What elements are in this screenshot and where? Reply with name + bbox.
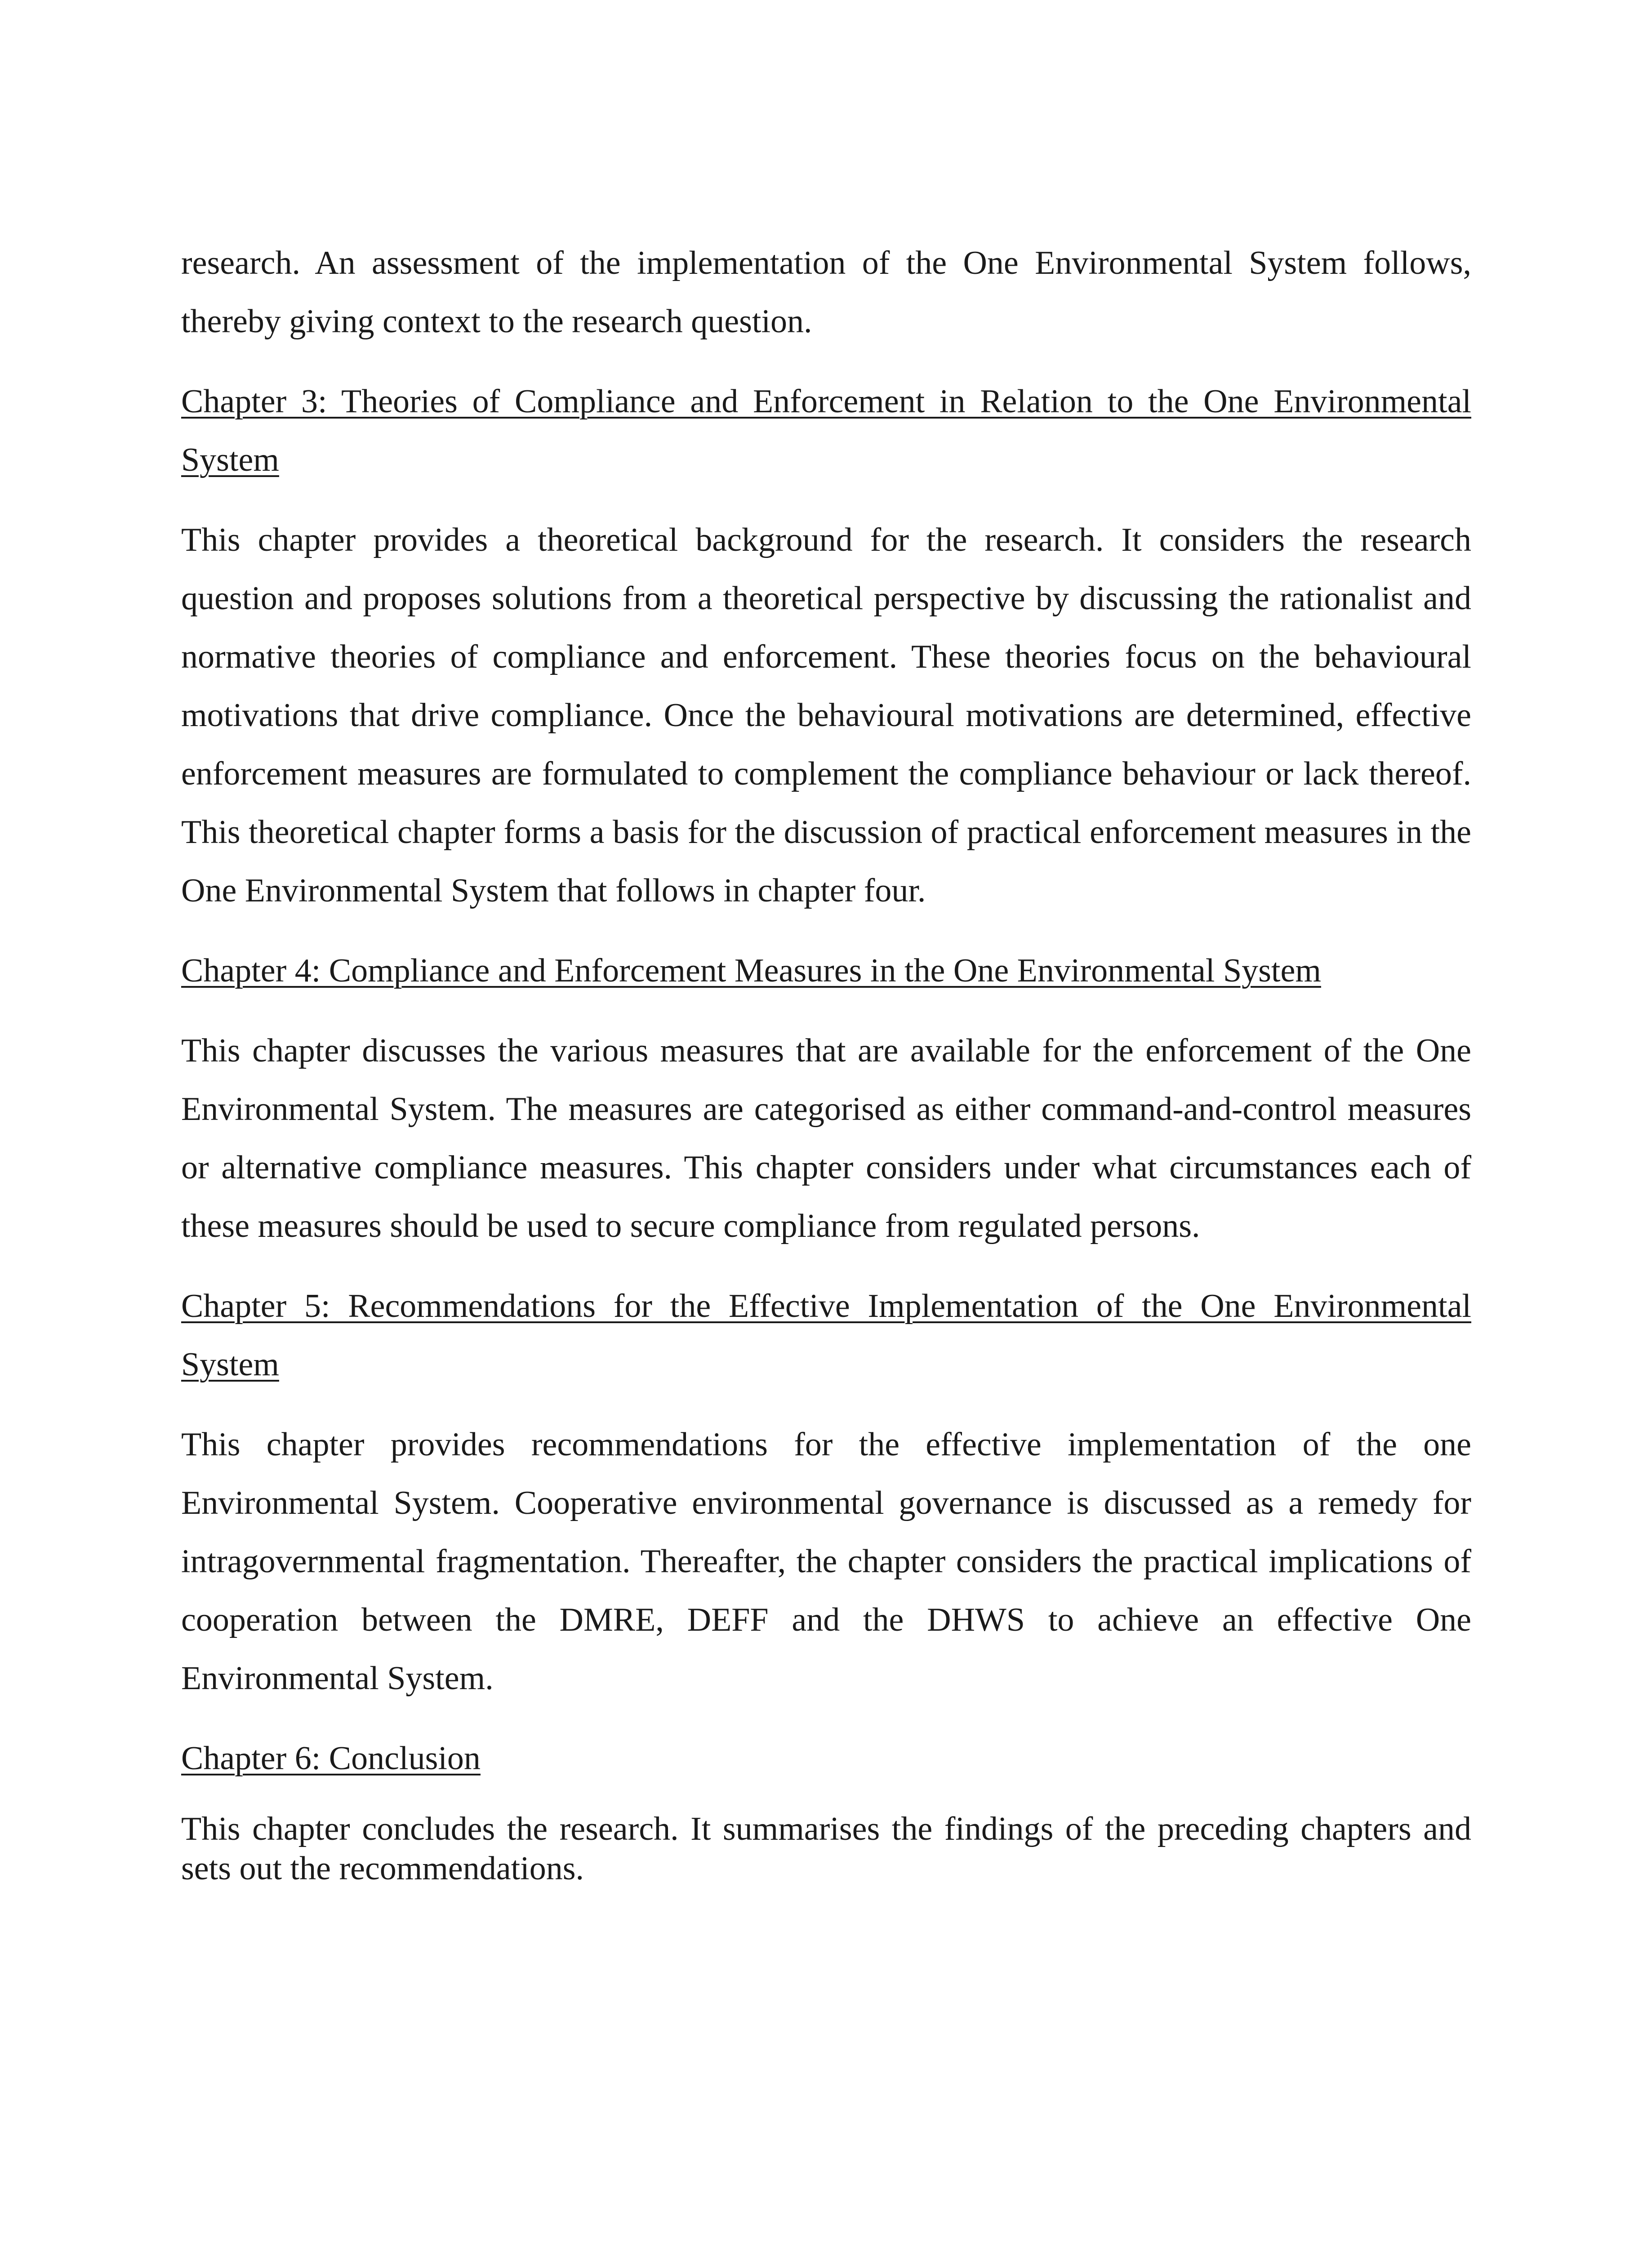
chapter-5-heading: Chapter 5: Recommendations for the Effective Implementation of the One Environmental System [181,1288,1471,1383]
chapter-5-summary: This chapter provides recommendations for the effective implementation of the one Environmental System. Cooperative environmental governance is discussed as a remedy for intragovernmental fragmentation. Thereafter, the chapter considers the practical implications of cooperation between the DMRE, DEFF and the DHWS to achieve an effective One Environmental System. [181,1426,1471,1697]
chapter-3-summary: This chapter provides a theoretical background for the research. It considers the research question and proposes solutions from a theoretical perspective by discussing the rationalist and normative theories of compliance and enforcement. These theories focus on the behavioural motivations that drive compliance. Once the behavioural motivations are determined, effective enforcement measures are formulated to complement the compliance behaviour or lack thereof. This theoretical chapter forms a basis for the discussion of practical enforcement measures in the One Environmental System that follows in chapter four. [181,522,1471,909]
chapter-3-heading: Chapter 3: Theories of Compliance and Enforcement in Relation to the One Environmental System [181,383,1471,478]
intro-continuation-paragraph: research. An assessment of the implementation of the One Environmental System follows, thereby giving context to the research question. [181,245,1471,340]
chapter-4-heading: Chapter 4: Compliance and Enforcement Measures in the One Environmental System [181,952,1321,989]
page-body [181,234,1471,1910]
chapter-4-summary: This chapter discusses the various measures that are available for the enforcement of the One Environmental System. The measures are categorised as either command-and-control measures or alternative compliance measures. This chapter considers under what circumstances each of these measures should be used to secure compliance from regulated persons. [181,1032,1471,1244]
chapter-6-summary: This chapter concludes the research. It summarises the findings of the preceding chapters and sets out the recommendations. [181,1811,1471,1887]
chapter-6-heading: Chapter 6: Conclusion [181,1740,481,1777]
